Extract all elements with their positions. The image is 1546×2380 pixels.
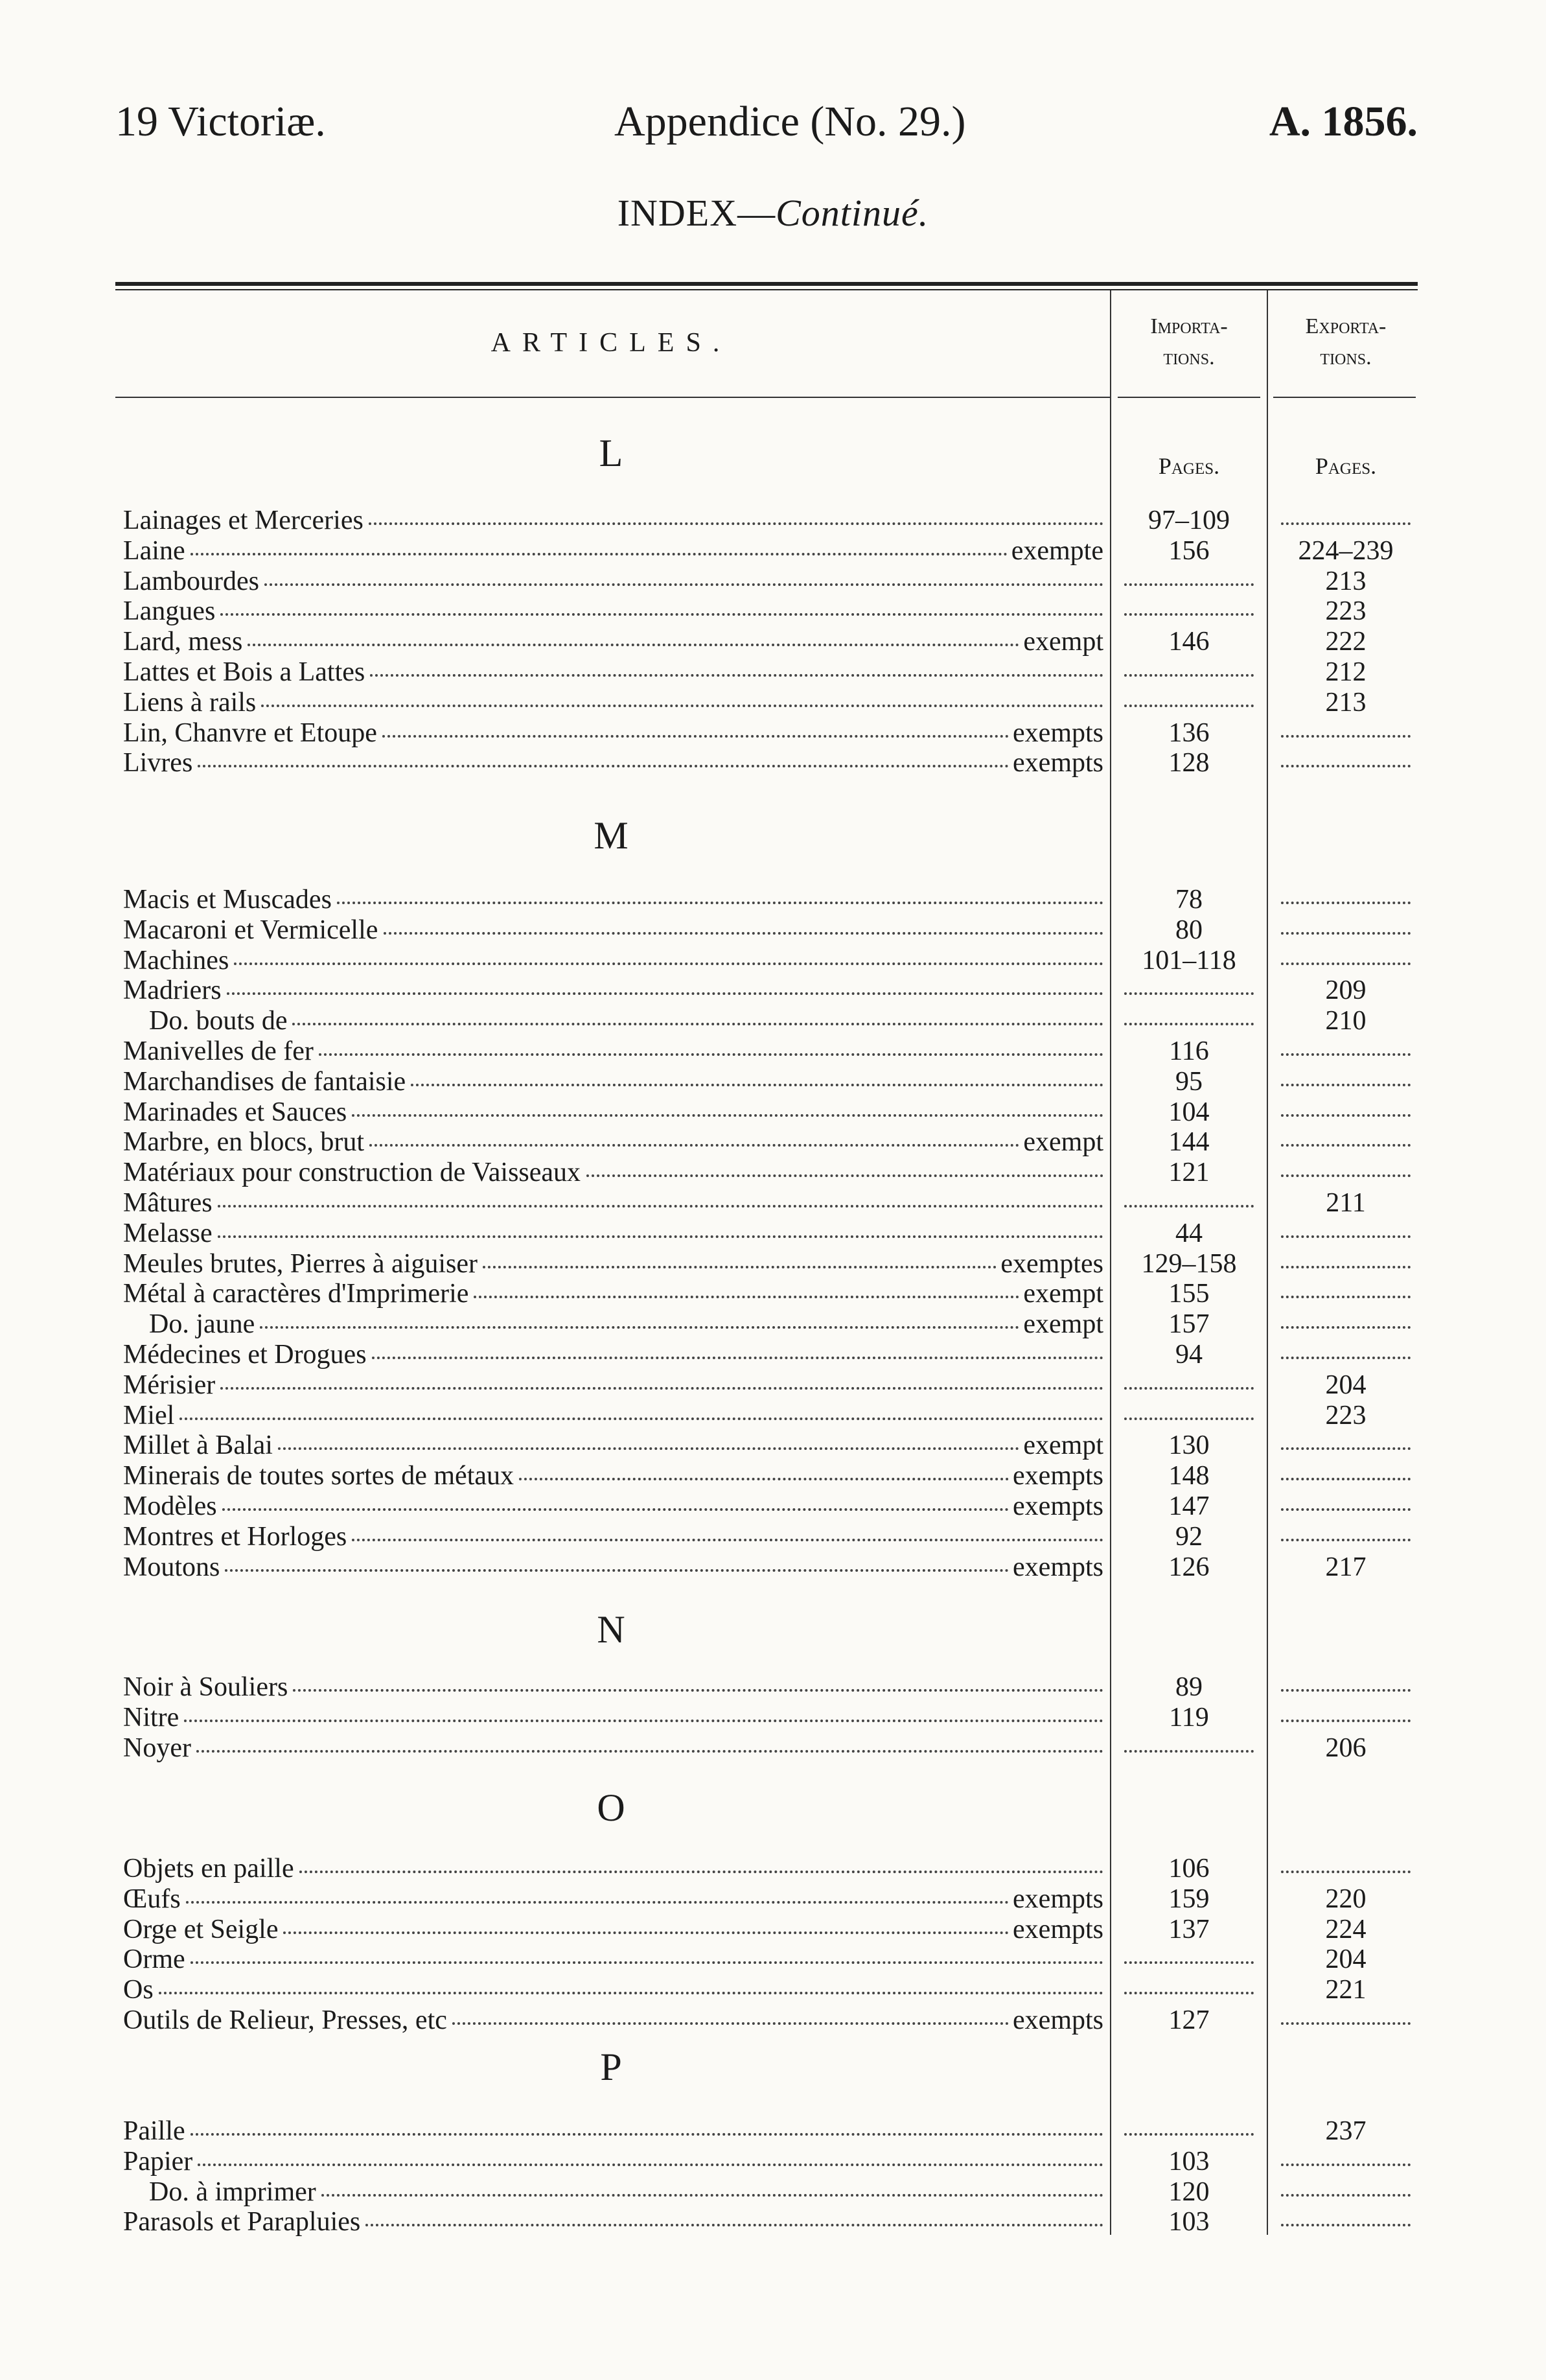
- exportation-empty-dots: [1281, 765, 1411, 767]
- importation-page: 120: [1168, 2176, 1210, 2207]
- entry-name: Madriers: [123, 975, 222, 1006]
- exportation-empty-dots: [1281, 1053, 1411, 1056]
- importation-empty-dots: [1124, 1023, 1254, 1025]
- index-row: [123, 1340, 1419, 1370]
- importation-page: 121: [1168, 1158, 1210, 1188]
- entry-name: Noyer: [123, 1732, 191, 1763]
- exportation-empty-dots: [1281, 1689, 1411, 1692]
- exportation-page: 224: [1325, 1914, 1367, 1944]
- exportation-empty-dots: [1281, 932, 1411, 935]
- leader-dots: [352, 1539, 1103, 1541]
- index-row: [123, 627, 1419, 657]
- leader-dots: [234, 962, 1103, 965]
- entry-name: Moutons: [123, 1552, 220, 1582]
- leader-dots: [186, 1901, 1009, 1904]
- leader-dots: [411, 1084, 1103, 1086]
- exportation-empty-dots: [1281, 735, 1411, 738]
- entry-name: Montres et Horloges: [123, 1521, 347, 1552]
- pages-label-importations: Pages.: [1158, 453, 1220, 479]
- leader-dots: [283, 1931, 1009, 1934]
- importation-empty-dots: [1124, 992, 1254, 995]
- exportation-page: 210: [1325, 1006, 1367, 1036]
- leader-dots: [222, 1508, 1009, 1511]
- exportation-page: 204: [1325, 1370, 1367, 1400]
- entry-duty-note: exempte: [1011, 535, 1103, 566]
- exportation-empty-dots: [1281, 1447, 1411, 1450]
- entry-duty-note: exempts: [1013, 2005, 1103, 2035]
- column-header-exportations: [1268, 311, 1424, 373]
- leader-dots: [365, 2224, 1103, 2226]
- exportation-empty-dots: [1281, 1114, 1411, 1117]
- importation-page: 157: [1168, 1309, 1210, 1340]
- leader-dots: [299, 1871, 1103, 1873]
- index-row: [123, 1097, 1419, 1127]
- entry-duty-note: exempts: [1013, 718, 1103, 748]
- entry-name: Melasse: [123, 1218, 213, 1248]
- leader-dots: [198, 2164, 1103, 2166]
- exportation-empty-dots: [1281, 1871, 1411, 1873]
- entry-name: Lainages et Merceries: [123, 506, 363, 535]
- leader-dots: [190, 1961, 1103, 1964]
- entry-name: Marchandises de fantaisie: [123, 1066, 406, 1097]
- exportation-empty-dots: [1281, 2022, 1411, 2025]
- leader-dots: [337, 902, 1103, 904]
- entry-duty-note: exemptes: [1000, 1248, 1103, 1279]
- index-row: [123, 2116, 1419, 2146]
- header-underline-exportations: [1273, 397, 1416, 398]
- exportation-empty-dots: [1281, 1478, 1411, 1480]
- leader-dots: [382, 735, 1009, 738]
- entry-name: Marinades et Sauces: [123, 1097, 347, 1127]
- entry-name: Modèles: [123, 1491, 217, 1521]
- leader-dots: [248, 644, 1019, 646]
- exportation-page: 213: [1325, 687, 1367, 718]
- pages-label-exportations: Pages.: [1315, 453, 1377, 479]
- top-rule-thin: [115, 289, 1418, 290]
- index-row: [123, 657, 1419, 687]
- exportation-empty-dots: [1281, 2194, 1411, 2197]
- entry-name: Matériaux pour construction de Vaisseaux: [123, 1158, 581, 1188]
- exportation-empty-dots: [1281, 1720, 1411, 1722]
- entry-name: Macaroni et Vermicelle: [123, 915, 378, 945]
- entry-name: Paille: [123, 2116, 185, 2146]
- column-header-importations: [1111, 311, 1267, 373]
- exportation-page: 213: [1325, 566, 1367, 596]
- exportation-page: 223: [1325, 1400, 1367, 1430]
- exportation-empty-dots: [1281, 1357, 1411, 1359]
- leader-dots: [519, 1478, 1009, 1480]
- header-year: A. 1856.: [1269, 98, 1418, 145]
- importation-empty-dots: [1124, 1961, 1254, 1964]
- importation-empty-dots: [1124, 583, 1254, 586]
- leader-dots: [586, 1174, 1103, 1177]
- leader-dots: [292, 1023, 1103, 1025]
- leader-dots: [218, 1205, 1103, 1208]
- importation-page: 144: [1168, 1127, 1210, 1158]
- leader-dots: [225, 1569, 1009, 1572]
- entry-name: Meules brutes, Pierres à aiguiser: [123, 1248, 478, 1279]
- leader-dots: [264, 583, 1103, 586]
- index-row: [123, 1944, 1419, 1974]
- entry-name: Liens à rails: [123, 687, 257, 718]
- entry-name: Lin, Chanvre et Etoupe: [123, 718, 377, 748]
- entry-name: Miel: [123, 1400, 175, 1430]
- importation-page: 104: [1168, 1097, 1210, 1127]
- section-letter: O: [597, 1786, 625, 1829]
- leader-dots: [261, 705, 1103, 707]
- leader-dots: [474, 1296, 1019, 1298]
- importation-page: 101–118: [1142, 945, 1236, 975]
- entry-name: Nitre: [123, 1702, 179, 1732]
- index-row: [123, 1975, 1419, 2005]
- leader-dots: [227, 992, 1103, 995]
- section-letter: N: [597, 1608, 625, 1651]
- importation-page: 116: [1169, 1036, 1209, 1066]
- index-row: [123, 1067, 1419, 1097]
- leader-dots: [483, 1266, 997, 1268]
- importation-page: 146: [1168, 627, 1210, 657]
- exportation-page: 222: [1325, 627, 1367, 657]
- importation-page: 127: [1168, 2005, 1210, 2035]
- entry-name: Lattes et Bois a Lattes: [123, 657, 365, 687]
- importation-page: 44: [1175, 1218, 1203, 1248]
- entry-name: Lambourdes: [123, 566, 259, 596]
- leader-dots: [159, 1992, 1103, 1994]
- entry-name: Orge et Seigle: [123, 1914, 279, 1944]
- entry-name: Métal à caractères d'Imprimerie: [123, 1279, 469, 1309]
- exportation-page: 212: [1325, 657, 1367, 687]
- leader-dots: [220, 1387, 1103, 1390]
- entry-name: Manivelles de fer: [123, 1036, 314, 1066]
- exportation-empty-dots: [1281, 2224, 1411, 2226]
- index-row: [123, 1188, 1419, 1218]
- index-row: [123, 718, 1419, 748]
- entry-name: Outils de Relieur, Presses, etc: [123, 2005, 447, 2035]
- exportation-page: 224–239: [1298, 535, 1394, 566]
- importation-empty-dots: [1124, 1750, 1254, 1753]
- leader-dots: [384, 932, 1103, 935]
- index-row: [123, 1672, 1419, 1702]
- entry-name: Parasols et Parapluies: [123, 2207, 361, 2237]
- index-row: [123, 2005, 1419, 2035]
- index-row: [123, 566, 1419, 596]
- leader-dots: [179, 1418, 1103, 1420]
- index-row: [123, 1158, 1419, 1187]
- entry-name: Os: [123, 1975, 154, 2005]
- index-title-continued: Continué.: [776, 192, 929, 234]
- exportation-page: 204: [1325, 1944, 1367, 1975]
- importation-page: 95: [1175, 1066, 1203, 1097]
- importation-empty-dots: [1124, 613, 1254, 616]
- importation-page: 130: [1168, 1430, 1210, 1461]
- column-header-articles: ARTICLES.: [490, 328, 732, 358]
- importation-empty-dots: [1124, 1205, 1254, 1208]
- entry-name: Œufs: [123, 1884, 181, 1914]
- index-row: [123, 1430, 1419, 1460]
- leader-dots: [184, 1720, 1103, 1722]
- entry-name: Laine: [123, 535, 185, 566]
- importations-header-line1: Importa-: [1150, 314, 1228, 338]
- entry-name: Machines: [123, 945, 229, 975]
- leader-dots: [319, 1053, 1103, 1056]
- index-row: [123, 506, 1419, 535]
- exportation-page: 223: [1325, 596, 1367, 627]
- section-letter: L: [599, 432, 623, 474]
- section-letter: P: [600, 2046, 622, 2088]
- exportation-empty-dots: [1281, 522, 1411, 525]
- exportation-empty-dots: [1281, 1326, 1411, 1329]
- importation-page: 89: [1175, 1672, 1203, 1702]
- exportation-empty-dots: [1281, 1508, 1411, 1511]
- index-title: [0, 191, 1546, 235]
- entry-name: Langues: [123, 596, 216, 627]
- top-rule-thick: [115, 282, 1418, 286]
- entry-name: Mâtures: [123, 1188, 213, 1218]
- header-underline-articles: [115, 397, 1110, 398]
- exportation-page: 220: [1325, 1884, 1367, 1914]
- entry-name: Papier: [123, 2146, 193, 2176]
- entry-duty-note: exempts: [1013, 1461, 1103, 1491]
- index-row: [123, 1915, 1419, 1944]
- leader-dots: [370, 674, 1103, 677]
- header-appendix: Appendice (No. 29.): [614, 98, 966, 145]
- importation-page: 80: [1175, 915, 1203, 945]
- leader-dots: [372, 1357, 1103, 1359]
- importation-empty-dots: [1124, 1418, 1254, 1420]
- entry-duty-note: exempt: [1023, 627, 1103, 657]
- leader-dots: [369, 522, 1103, 525]
- entry-name: Objets en paille: [123, 1854, 294, 1884]
- index-row: [123, 915, 1419, 945]
- index-row: [123, 1279, 1419, 1309]
- leader-dots: [293, 1689, 1103, 1692]
- leader-dots: [220, 613, 1103, 616]
- importation-empty-dots: [1124, 674, 1254, 677]
- entry-name: Mérisier: [123, 1370, 216, 1400]
- index-row: [123, 1006, 1419, 1036]
- importation-page: 78: [1175, 885, 1203, 915]
- leader-dots: [218, 1235, 1103, 1238]
- entry-name: Minerais de toutes sortes de métaux: [123, 1461, 514, 1491]
- section-letter: M: [594, 814, 629, 857]
- importation-page: 155: [1168, 1279, 1210, 1309]
- leader-dots: [452, 2022, 1009, 2025]
- leader-dots: [260, 1326, 1019, 1329]
- index-row: [123, 1703, 1419, 1732]
- exportations-header-line1: Exporta-: [1305, 314, 1387, 338]
- importation-page: 148: [1168, 1461, 1210, 1491]
- importation-empty-dots: [1124, 705, 1254, 707]
- entry-duty-note: exempts: [1013, 1552, 1103, 1582]
- importation-page: 92: [1175, 1521, 1203, 1552]
- leader-dots: [278, 1447, 1019, 1450]
- exportation-empty-dots: [1281, 2164, 1411, 2166]
- index-row: [123, 1491, 1419, 1521]
- entry-duty-note: exempts: [1013, 748, 1103, 778]
- leader-dots: [369, 1144, 1019, 1147]
- importation-page: 128: [1168, 748, 1210, 778]
- entry-name: Do. bouts de: [149, 1006, 288, 1036]
- index-row: [123, 596, 1419, 626]
- importation-empty-dots: [1124, 1387, 1254, 1390]
- entry-name: Livres: [123, 748, 193, 778]
- leader-dots: [190, 553, 1008, 555]
- index-row: [123, 748, 1419, 778]
- entry-duty-note: exempt: [1023, 1309, 1103, 1340]
- index-row: [123, 1552, 1419, 1582]
- index-row: [123, 1249, 1419, 1279]
- importation-page: 97–109: [1148, 506, 1230, 535]
- exportation-page: 221: [1325, 1975, 1367, 2005]
- exportation-page: 237: [1325, 2116, 1367, 2146]
- index-row: [123, 1219, 1419, 1248]
- leader-dots: [196, 1750, 1103, 1753]
- exportation-page: 209: [1325, 975, 1367, 1006]
- entry-duty-note: exempts: [1013, 1491, 1103, 1521]
- index-row: [123, 2207, 1419, 2237]
- exportation-page: 211: [1326, 1188, 1366, 1218]
- index-row: [123, 1461, 1419, 1491]
- index-row: [123, 1370, 1419, 1400]
- index-row: [123, 1854, 1419, 1884]
- entry-name: Orme: [123, 1944, 185, 1975]
- index-row: [123, 885, 1419, 915]
- index-title-main: INDEX—: [617, 192, 776, 234]
- index-row: [123, 975, 1419, 1005]
- importation-empty-dots: [1124, 2133, 1254, 2136]
- index-row: [123, 946, 1419, 975]
- index-row: [123, 1522, 1419, 1552]
- leader-dots: [321, 2194, 1103, 2197]
- exportation-empty-dots: [1281, 1266, 1411, 1268]
- exportation-page: 217: [1325, 1552, 1367, 1582]
- importation-page: 156: [1168, 535, 1210, 566]
- index-row: [123, 1127, 1419, 1157]
- importation-page: 147: [1168, 1491, 1210, 1521]
- index-row: [123, 1733, 1419, 1763]
- leader-dots: [198, 765, 1009, 767]
- importation-page: 126: [1168, 1552, 1210, 1582]
- index-row: [123, 2147, 1419, 2176]
- exportation-empty-dots: [1281, 1296, 1411, 1298]
- importation-page: 159: [1168, 1884, 1210, 1914]
- leader-dots: [352, 1114, 1103, 1117]
- exportation-empty-dots: [1281, 1539, 1411, 1541]
- importation-page: 103: [1168, 2207, 1210, 2237]
- importation-empty-dots: [1124, 1992, 1254, 1994]
- entry-duty-note: exempt: [1023, 1127, 1103, 1158]
- importation-page: 94: [1175, 1340, 1203, 1370]
- importation-page: 106: [1168, 1854, 1210, 1884]
- header-underline-importations: [1118, 397, 1260, 398]
- header-session: 19 Victoriæ.: [115, 98, 326, 145]
- entry-duty-note: exempt: [1023, 1279, 1103, 1309]
- entry-duty-note: exempts: [1013, 1884, 1103, 1914]
- entry-name: Marbre, en blocs, brut: [123, 1127, 365, 1158]
- exportation-empty-dots: [1281, 1084, 1411, 1086]
- exportation-page: 206: [1325, 1732, 1367, 1763]
- index-row: [123, 2177, 1419, 2207]
- index-row: [123, 688, 1419, 718]
- exportations-header-line2: tions.: [1320, 345, 1372, 369]
- exportation-empty-dots: [1281, 962, 1411, 965]
- entry-duty-note: exempts: [1013, 1914, 1103, 1944]
- index-row: [123, 1884, 1419, 1914]
- importation-page: 136: [1168, 718, 1210, 748]
- importations-header-line2: tions.: [1163, 345, 1215, 369]
- exportation-empty-dots: [1281, 1235, 1411, 1238]
- entry-name: Lard, mess: [123, 627, 243, 657]
- index-row: [123, 1309, 1419, 1339]
- importation-page: 119: [1169, 1702, 1209, 1732]
- exportation-empty-dots: [1281, 902, 1411, 904]
- entry-name: Millet à Balai: [123, 1430, 273, 1461]
- entry-name: Do. jaune: [149, 1309, 255, 1340]
- entry-name: Macis et Muscades: [123, 885, 332, 915]
- entry-name: Médecines et Drogues: [123, 1340, 367, 1370]
- index-row: [123, 1401, 1419, 1430]
- leader-dots: [190, 2133, 1103, 2136]
- entry-name: Do. à imprimer: [149, 2176, 316, 2207]
- entry-name: Noir à Souliers: [123, 1672, 288, 1702]
- importation-page: 137: [1168, 1914, 1210, 1944]
- index-row: [123, 536, 1419, 566]
- importation-page: 103: [1168, 2146, 1210, 2176]
- exportation-empty-dots: [1281, 1174, 1411, 1177]
- running-header: [115, 97, 1418, 156]
- importation-page: 129–158: [1141, 1248, 1237, 1279]
- index-row: [123, 1036, 1419, 1066]
- exportation-empty-dots: [1281, 1144, 1411, 1147]
- entry-duty-note: exempt: [1023, 1430, 1103, 1461]
